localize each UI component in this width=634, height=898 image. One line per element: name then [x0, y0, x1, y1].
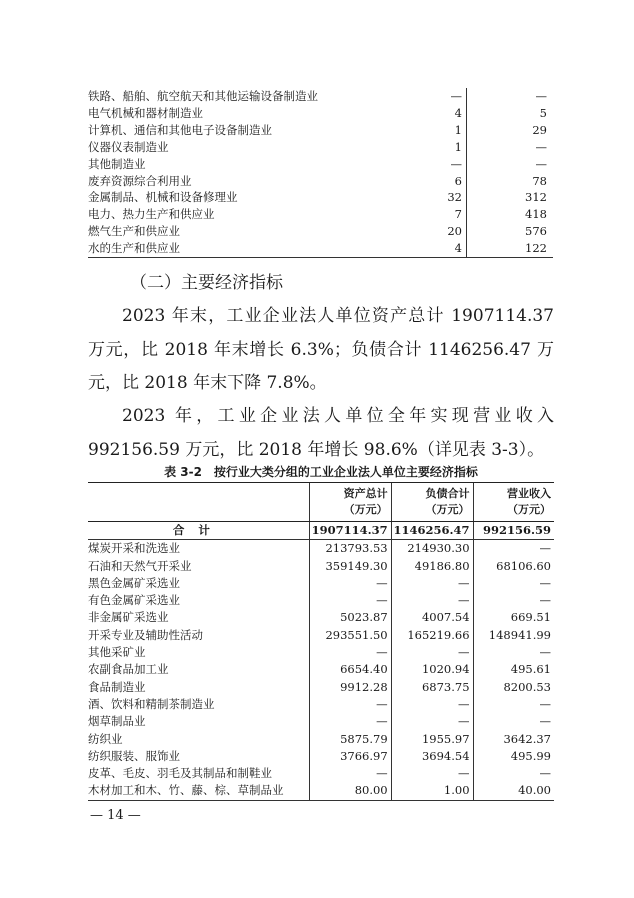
- revenue-value: —: [473, 575, 554, 592]
- table-row: [88, 575, 554, 592]
- table-header-row: [88, 483, 554, 522]
- count-value-2: 29: [532, 122, 547, 137]
- industry-name: 计算机、通信和其他电子设备制造业: [88, 122, 272, 137]
- industry-name: 电气机械和器材制造业: [88, 105, 203, 120]
- table-total-row: [88, 522, 554, 540]
- industry-name: 非金属矿采选业: [88, 610, 169, 625]
- revenue-value: —: [473, 592, 554, 609]
- total-revenue: 992156.59: [473, 522, 554, 540]
- table-caption: 表 3-2 按行业大类分组的工业企业法人单位主要经济指标: [164, 465, 478, 479]
- industry-name: 食品制造业: [88, 679, 146, 694]
- industry-name: 有色金属矿采选业: [88, 593, 180, 608]
- industry-name: 其他制造业: [88, 156, 146, 171]
- revenue-value: —: [473, 713, 554, 730]
- industry-name: 仪器仪表制造业: [88, 139, 169, 154]
- liabilities-value: 1955.97: [391, 731, 473, 748]
- section-title: （二）主要经济指标: [130, 273, 283, 293]
- industry-name: 木材加工和木、竹、藤、棕、草制品业: [88, 782, 309, 800]
- industry-name: 纺织服装、服饰业: [88, 748, 180, 763]
- industry-name: 水的生产和供应业: [88, 240, 375, 257]
- count-value-1: 7: [375, 206, 467, 223]
- revenue-value: —: [473, 765, 554, 782]
- table-industry-counts: [88, 88, 553, 258]
- liabilities-value: 4007.54: [391, 609, 473, 626]
- count-value-1: 4: [375, 105, 467, 122]
- industry-name: 废弃资源综合利用业: [88, 173, 192, 188]
- table-row: [88, 156, 553, 173]
- paragraph-revenue: 2023 年，工业企业法人单位全年实现营业收入 992156.59 万元，比 2018 年增长 98.6%（详见表 3-3）。: [88, 406, 554, 460]
- liabilities-value: —: [391, 575, 473, 592]
- count-value-2: 5: [539, 105, 547, 120]
- revenue-value: —: [473, 644, 554, 661]
- table-economic-indicators: [88, 482, 554, 801]
- count-value-2: 576: [525, 224, 547, 239]
- liabilities-value: 1020.94: [391, 661, 473, 678]
- industry-name: 电力、热力生产和供应业: [88, 207, 215, 222]
- count-value-1: 6: [375, 173, 467, 190]
- count-value-1: 1: [375, 122, 467, 139]
- count-value-2: 122: [467, 240, 554, 257]
- assets-value: —: [309, 696, 391, 713]
- revenue-value: 495.99: [473, 748, 554, 765]
- count-value-1: —: [375, 88, 467, 105]
- count-value-1: 1: [375, 139, 467, 156]
- table-row: [88, 713, 554, 730]
- table-row: [88, 782, 554, 800]
- assets-value: 213793.53: [309, 540, 391, 558]
- liabilities-value: —: [391, 696, 473, 713]
- liabilities-value: —: [391, 713, 473, 730]
- paragraph-assets: 2023 年末，工业企业法人单位资产总计 1907114.37 万元，比 2018 年末增长 6.3%；负债合计 1146256.47 万元，比 2018 年末下降 7.8%。: [88, 306, 554, 393]
- industry-name: 铁路、船舶、航空航天和其他运输设备制造业: [88, 89, 318, 103]
- total-label: 合计: [88, 522, 309, 540]
- table-row: [88, 88, 553, 105]
- revenue-value: 40.00: [473, 782, 554, 800]
- assets-value: 293551.50: [309, 627, 391, 644]
- assets-value: —: [309, 644, 391, 661]
- liabilities-value: 49186.80: [391, 558, 473, 575]
- assets-value: 3766.97: [309, 748, 391, 765]
- table-row: [88, 696, 554, 713]
- count-value-1: 20: [375, 223, 467, 240]
- industry-name: 石油和天然气开采业: [88, 558, 192, 573]
- table-row: [88, 679, 554, 696]
- industry-name: 其他采矿业: [88, 645, 146, 660]
- table-row: [88, 748, 554, 765]
- table-row: [88, 644, 554, 661]
- table-row: [88, 765, 554, 782]
- table-row: [88, 609, 554, 626]
- industry-name: 纺织业: [88, 731, 123, 746]
- table-row: [88, 592, 554, 609]
- revenue-value: 669.51: [473, 609, 554, 626]
- revenue-value: 68106.60: [473, 558, 554, 575]
- liabilities-value: —: [391, 765, 473, 782]
- assets-value: 5875.79: [309, 731, 391, 748]
- header-blank: [88, 483, 309, 522]
- table-row: [88, 558, 554, 575]
- assets-value: 6654.40: [309, 661, 391, 678]
- page-number: — 14 —: [90, 808, 141, 823]
- count-value-1: —: [375, 156, 467, 173]
- assets-value: 80.00: [309, 782, 391, 800]
- table-row: [88, 540, 554, 558]
- revenue-value: —: [473, 696, 554, 713]
- count-value-1: 4: [375, 240, 467, 257]
- industry-name: 烟草制品业: [88, 714, 146, 729]
- liabilities-value: 1.00: [391, 782, 473, 800]
- count-value-2: 418: [525, 207, 547, 222]
- count-value-2: 312: [525, 190, 547, 205]
- industry-name: 黑色金属矿采选业: [88, 575, 180, 590]
- liabilities-value: —: [391, 592, 473, 609]
- total-liabilities: 1146256.47: [391, 522, 473, 540]
- table-row: [88, 173, 553, 190]
- liabilities-value: 214930.30: [391, 540, 473, 558]
- header-revenue: 营业收入 （万元）: [473, 483, 554, 522]
- liabilities-value: 165219.66: [391, 627, 473, 644]
- table-row: [88, 206, 553, 223]
- table-row: [88, 240, 553, 257]
- revenue-value: 148941.99: [473, 627, 554, 644]
- table-row: [88, 139, 553, 156]
- table-row: [88, 661, 554, 678]
- table-row: [88, 122, 553, 139]
- table-row: [88, 223, 553, 240]
- industry-name: 煤炭开采和洗选业: [88, 541, 180, 556]
- assets-value: 9912.28: [309, 679, 391, 696]
- assets-value: —: [309, 575, 391, 592]
- total-assets: 1907114.37: [309, 522, 391, 540]
- assets-value: 359149.30: [309, 558, 391, 575]
- assets-value: 5023.87: [309, 609, 391, 626]
- revenue-value: —: [473, 540, 554, 558]
- count-value-1: 32: [375, 189, 467, 206]
- revenue-value: 8200.53: [473, 679, 554, 696]
- count-value-2: —: [535, 139, 547, 154]
- industry-name: 农副食品加工业: [88, 662, 169, 677]
- revenue-value: 495.61: [473, 661, 554, 678]
- table-row: [88, 627, 554, 644]
- industry-name: 金属制品、机械和设备修理业: [88, 190, 238, 205]
- header-liabilities: 负债合计 （万元）: [391, 483, 473, 522]
- count-value-2: 78: [532, 173, 547, 188]
- count-value-2: —: [535, 89, 547, 103]
- industry-name: 燃气生产和供应业: [88, 224, 180, 239]
- table-row: [88, 105, 553, 122]
- assets-value: —: [309, 765, 391, 782]
- liabilities-value: 3694.54: [391, 748, 473, 765]
- count-value-2: —: [535, 156, 547, 171]
- liabilities-value: 6873.75: [391, 679, 473, 696]
- industry-name: 开采专业及辅助性活动: [88, 627, 203, 642]
- liabilities-value: —: [391, 644, 473, 661]
- industry-name: 皮革、毛皮、羽毛及其制品和制鞋业: [88, 766, 272, 781]
- industry-name: 酒、饮料和精制茶制造业: [88, 696, 215, 711]
- header-assets: 资产总计 （万元）: [309, 483, 391, 522]
- table-row: [88, 731, 554, 748]
- assets-value: —: [309, 713, 391, 730]
- assets-value: —: [309, 592, 391, 609]
- table-row: [88, 189, 553, 206]
- revenue-value: 3642.37: [473, 731, 554, 748]
